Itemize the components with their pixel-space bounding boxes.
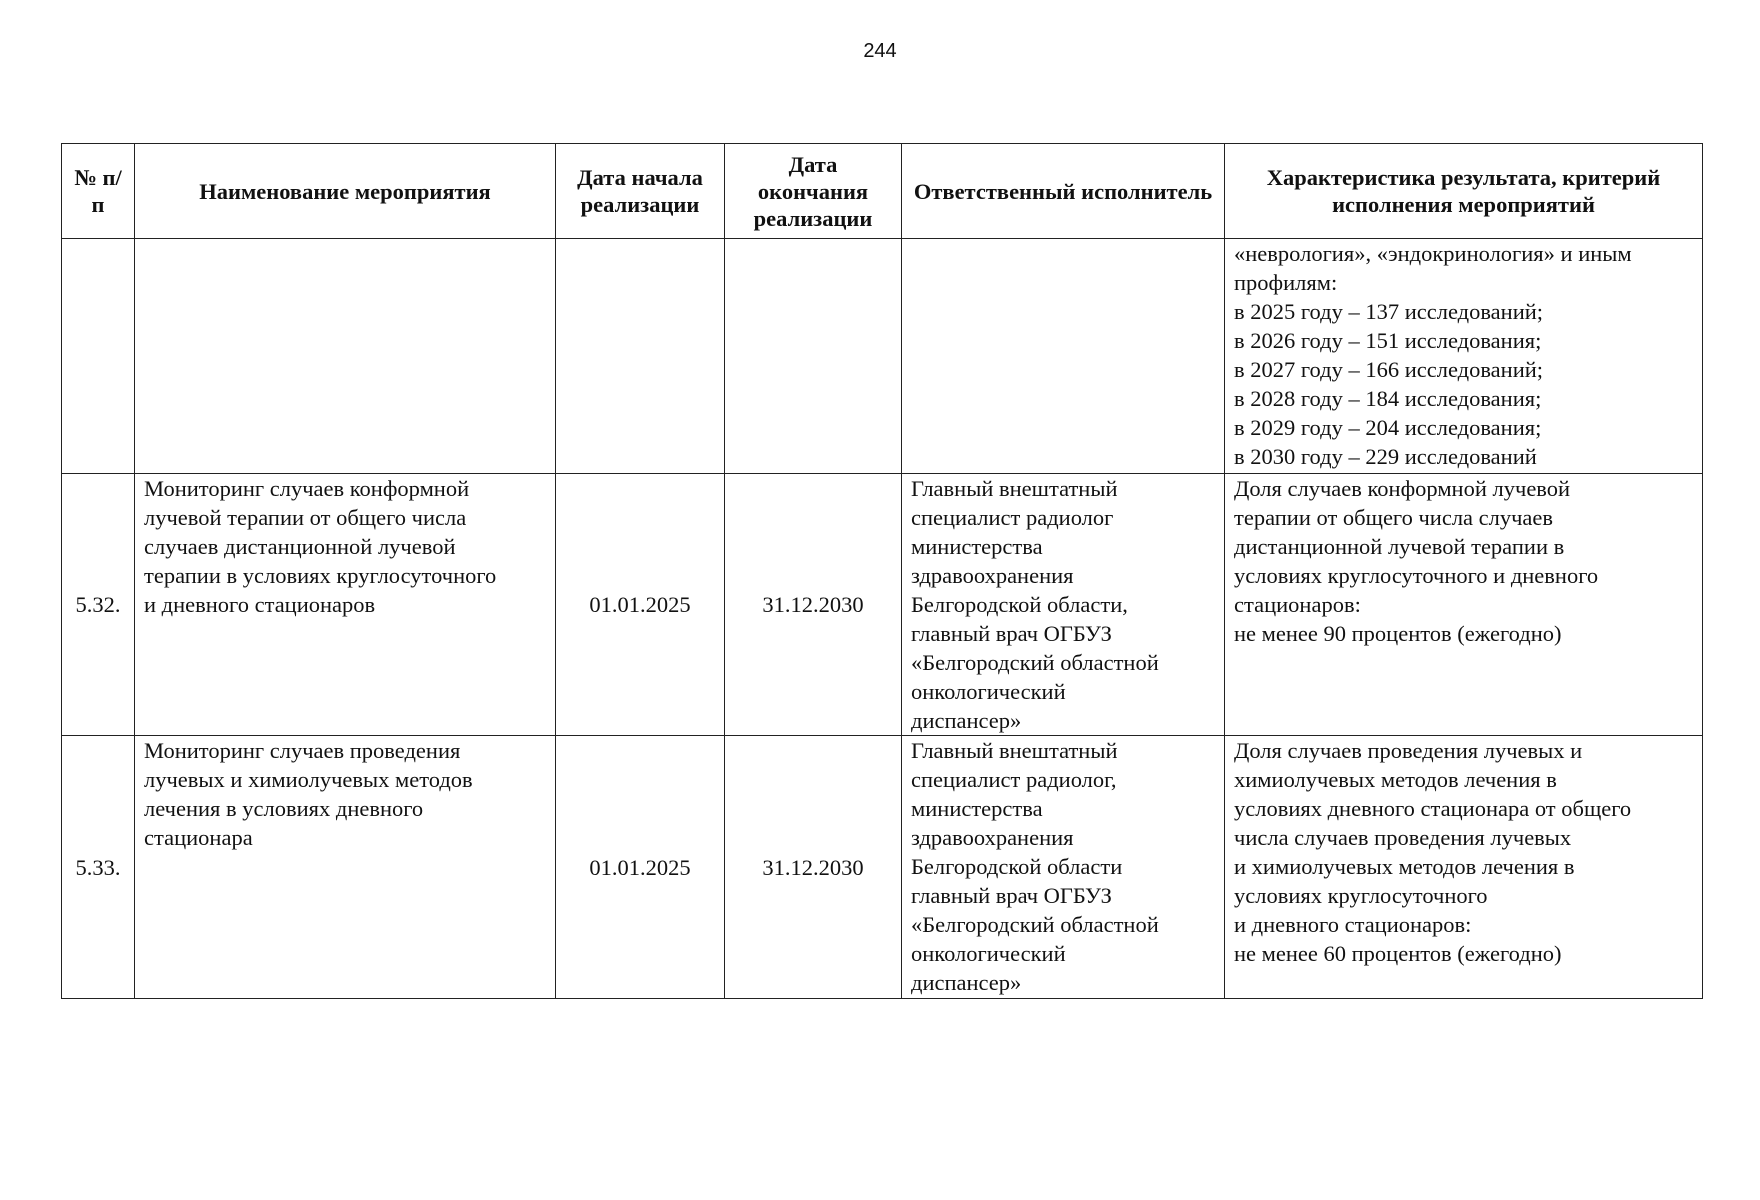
activities-table: [61, 143, 1703, 999]
header-start-date: Дата начала реализации: [556, 144, 725, 239]
name-line: лечения в условиях дневного: [144, 796, 424, 821]
cell-responsible: [902, 239, 1225, 474]
header-result: Характеристика результата, критерий исполнения мероприятий: [1225, 144, 1703, 239]
cell-name: [135, 474, 556, 736]
result-line: условиях круглосуточного и дневного: [1234, 563, 1599, 588]
result-line: дистанционной лучевой терапии в: [1234, 534, 1565, 559]
header-num: № п/п: [62, 144, 135, 239]
result-line: условиях дневного стационара от общего: [1234, 796, 1632, 821]
name-line: лучевых и химиолучевых методов: [144, 767, 473, 792]
name-line: Мониторинг случаев конформной: [144, 476, 470, 501]
result-line: Доля случаев проведения лучевых и: [1234, 738, 1583, 763]
cell-result: [1225, 474, 1703, 736]
result-line: в 2027 году – 166 исследований;: [1234, 357, 1544, 382]
cell-responsible: [902, 736, 1225, 999]
responsible-line: здравоохранения: [911, 563, 1074, 588]
responsible-line: специалист радиолог: [911, 505, 1114, 530]
name-line: лучевой терапии от общего числа: [144, 505, 467, 530]
cell-num: [62, 239, 135, 474]
name-line: стационара: [144, 825, 253, 850]
name-line: и дневного стационаров: [144, 592, 376, 617]
result-line: химиолучевых методов лечения в: [1234, 767, 1557, 792]
cell-start-date: [556, 239, 725, 474]
name-line: терапии в условиях круглосуточного: [144, 563, 497, 588]
table-header-row: [62, 144, 1703, 239]
header-end-date: Дата окончания реализации: [725, 144, 902, 239]
responsible-line: Белгородской области,: [911, 592, 1128, 617]
responsible-line: онкологический: [911, 941, 1066, 966]
responsible-line: онкологический: [911, 679, 1066, 704]
cell-name: [135, 736, 556, 999]
result-line: в 2028 году – 184 исследования;: [1234, 386, 1542, 411]
result-line: не менее 90 процентов (ежегодно): [1234, 621, 1562, 646]
responsible-line: диспансер»: [911, 708, 1022, 733]
table-row-continuation: [62, 239, 1703, 474]
result-line: в 2030 году – 229 исследований: [1234, 444, 1537, 469]
cell-start-date: 01.01.2025: [556, 474, 725, 736]
responsible-line: Главный внештатный: [911, 476, 1118, 501]
name-line: Мониторинг случаев проведения: [144, 738, 461, 763]
responsible-line: диспансер»: [911, 970, 1022, 995]
cell-end-date: [725, 239, 902, 474]
cell-num: 5.33.: [62, 736, 135, 999]
result-line: в 2029 году – 204 исследования;: [1234, 415, 1542, 440]
result-line: стационаров:: [1234, 592, 1361, 617]
cell-result: [1225, 736, 1703, 999]
result-line: терапии от общего числа случаев: [1234, 505, 1554, 530]
result-line: в 2025 году – 137 исследований;: [1234, 299, 1544, 324]
result-line: числа случаев проведения лучевых: [1234, 825, 1572, 850]
result-line: не менее 60 процентов (ежегодно): [1234, 941, 1562, 966]
responsible-line: министерства: [911, 534, 1043, 559]
cell-end-date: 31.12.2030: [725, 474, 902, 736]
cell-end-date: 31.12.2030: [725, 736, 902, 999]
result-line: Доля случаев конформной лучевой: [1234, 476, 1571, 501]
result-line: условиях круглосуточного: [1234, 883, 1488, 908]
table-row: [62, 474, 1703, 736]
cell-result: [1225, 239, 1703, 474]
responsible-line: «Белгородский областной: [911, 650, 1159, 675]
cell-responsible: [902, 474, 1225, 736]
responsible-line: главный врач ОГБУЗ: [911, 621, 1112, 646]
responsible-line: «Белгородский областной: [911, 912, 1159, 937]
result-line: в 2026 году – 151 исследования;: [1234, 328, 1542, 353]
result-line: и химиолучевых методов лечения в: [1234, 854, 1575, 879]
cell-num: 5.32.: [62, 474, 135, 736]
responsible-line: министерства: [911, 796, 1043, 821]
cell-start-date: 01.01.2025: [556, 736, 725, 999]
responsible-line: Главный внештатный: [911, 738, 1118, 763]
result-line: «неврология», «эндокринология» и иным: [1234, 241, 1632, 266]
responsible-line: Белгородской области: [911, 854, 1123, 879]
header-name: Наименование мероприятия: [135, 144, 556, 239]
result-line: профилям:: [1234, 270, 1338, 295]
header-responsible: Ответственный исполнитель: [902, 144, 1225, 239]
result-line: и дневного стационаров:: [1234, 912, 1472, 937]
responsible-line: здравоохранения: [911, 825, 1074, 850]
responsible-line: специалист радиолог,: [911, 767, 1117, 792]
responsible-line: главный врач ОГБУЗ: [911, 883, 1112, 908]
page-number: 244: [863, 40, 897, 62]
table-row: [62, 736, 1703, 999]
name-line: случаев дистанционной лучевой: [144, 534, 456, 559]
cell-name: [135, 239, 556, 474]
